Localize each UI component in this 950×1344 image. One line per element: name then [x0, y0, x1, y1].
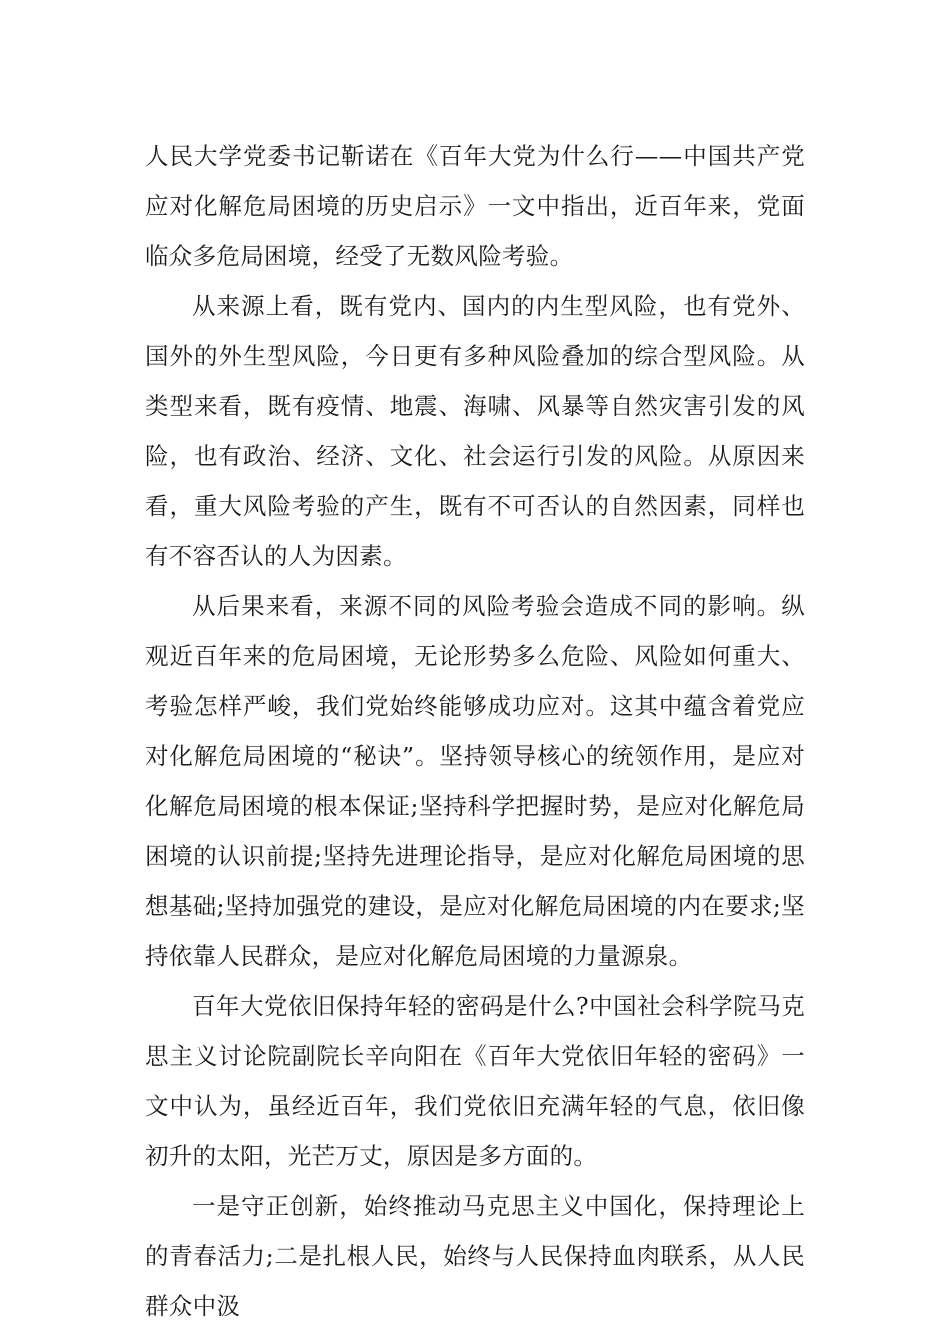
document-body — [145, 131, 805, 1331]
paragraph-4: 百年大党依旧保持年轻的密码是什么?中国社会科学院马克思主义讨论院副院长辛向阳在《百年大党依旧年轻的密码》一文中认为，虽经近百年，我们党依旧充满年轻的气息，依旧像初升的太阳，光芒万丈，原因是多方面的。 — [145, 992, 805, 1170]
paragraph-5: 一是守正创新，始终推动马克思主义中国化，保持理论上的青春活力;二是扎根人民，始终与人民保持血肉联系，从人民群众中汲 — [145, 1192, 805, 1320]
paragraph-1: 人民大学党委书记靳诺在《百年大党为什么行——中国共产党应对化解危局困境的历史启示》一文中指出，近百年来，党面临众多危局困境，经受了无数风险考验。 — [145, 142, 805, 270]
paragraph-3: 从后果来看，来源不同的风险考验会造成不同的影响。纵观近百年来的危局困境，无论形势多么危险、风险如何重大、考验怎样严峻，我们党始终能够成功应对。这其中蕴含着党应对化解危局困境的“秘诀”。坚持领导核心的统领作用，是应对化解危局困境的根本保证;坚持科学把握时势，是应对化解危局困境的认识前提;坚持先进理论指导，是应对化解危局困境的思想基础;坚持加强党的建设，是应对化解危局困境的内在要求;坚持依靠人民群众，是应对化解危局困境的力量源泉。 — [145, 592, 805, 970]
paragraph-2: 从来源上看，既有党内、国内的内生型风险，也有党外、国外的外生型风险，今日更有多种风险叠加的综合型风险。从类型来看，既有疫情、地震、海啸、风暴等自然灾害引发的风险，也有政治、经济、文化、社会运行引发的风险。从原因来看，重大风险考验的产生，既有不可否认的自然因素，同样也有不容否认的人为因素。 — [145, 292, 805, 570]
